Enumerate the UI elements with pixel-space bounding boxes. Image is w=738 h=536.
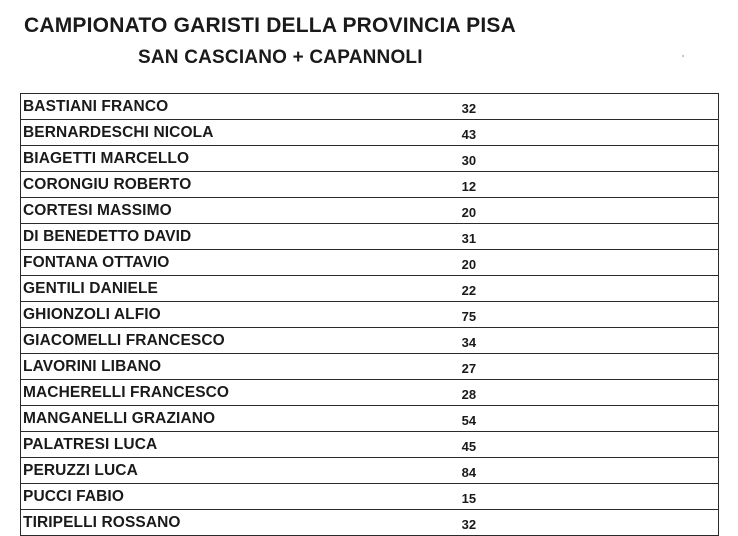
competitor-score: 45	[324, 432, 719, 458]
competitor-score: 20	[324, 198, 719, 224]
competitor-name: FONTANA OTTAVIO	[21, 250, 324, 276]
table-row	[21, 406, 719, 432]
table-row	[21, 510, 719, 536]
competitor-score: 75	[324, 302, 719, 328]
table-row	[21, 172, 719, 198]
competitor-name: BASTIANI FRANCO	[21, 94, 324, 120]
competitor-name: DI BENEDETTO DAVID	[21, 224, 324, 250]
table-row	[21, 354, 719, 380]
competitor-name: PALATRESI LUCA	[21, 432, 324, 458]
table-row	[21, 380, 719, 406]
competitor-score: 30	[324, 146, 719, 172]
competitor-score: 28	[324, 380, 719, 406]
competitor-score: 54	[324, 406, 719, 432]
table-row	[21, 198, 719, 224]
table-row	[21, 94, 719, 120]
table-row	[21, 120, 719, 146]
competitor-name: GHIONZOLI ALFIO	[21, 302, 324, 328]
table-row	[21, 276, 719, 302]
table-row	[21, 250, 719, 276]
table-row	[21, 224, 719, 250]
competitor-score: 12	[324, 172, 719, 198]
competitor-score: 32	[324, 510, 719, 536]
table-row	[21, 302, 719, 328]
results-table-body	[21, 94, 719, 536]
competitor-score: 43	[324, 120, 719, 146]
table-row	[21, 484, 719, 510]
competitor-score: 22	[324, 276, 719, 302]
competitor-score: 34	[324, 328, 719, 354]
table-row	[21, 146, 719, 172]
competitor-name: CORONGIU ROBERTO	[21, 172, 324, 198]
competitor-name: MANGANELLI GRAZIANO	[21, 406, 324, 432]
competitor-name: PUCCI FABIO	[21, 484, 324, 510]
competitor-score: 15	[324, 484, 719, 510]
table-row	[21, 328, 719, 354]
competitor-score: 31	[324, 224, 719, 250]
competitor-name: GIACOMELLI FRANCESCO	[21, 328, 324, 354]
table-row	[21, 458, 719, 484]
competitor-name: PERUZZI LUCA	[21, 458, 324, 484]
table-row	[21, 432, 719, 458]
competitor-name: GENTILI DANIELE	[21, 276, 324, 302]
document-subtitle: SAN CASCIANO + CAPANNOLI	[138, 47, 423, 68]
competitor-name: LAVORINI LIBANO	[21, 354, 324, 380]
competitor-name: MACHERELLI FRANCESCO	[21, 380, 324, 406]
competitor-score: 27	[324, 354, 719, 380]
document-title: CAMPIONATO GARISTI DELLA PROVINCIA PISA	[24, 14, 516, 37]
competitor-score: 20	[324, 250, 719, 276]
competitor-name: CORTESI MASSIMO	[21, 198, 324, 224]
competitor-score: 32	[324, 94, 719, 120]
scan-speck	[682, 55, 684, 57]
results-table	[20, 93, 719, 536]
competitor-name: BERNARDESCHI NICOLA	[21, 120, 324, 146]
competitor-score: 84	[324, 458, 719, 484]
competitor-name: BIAGETTI MARCELLO	[21, 146, 324, 172]
competitor-name: TIRIPELLI ROSSANO	[21, 510, 324, 536]
